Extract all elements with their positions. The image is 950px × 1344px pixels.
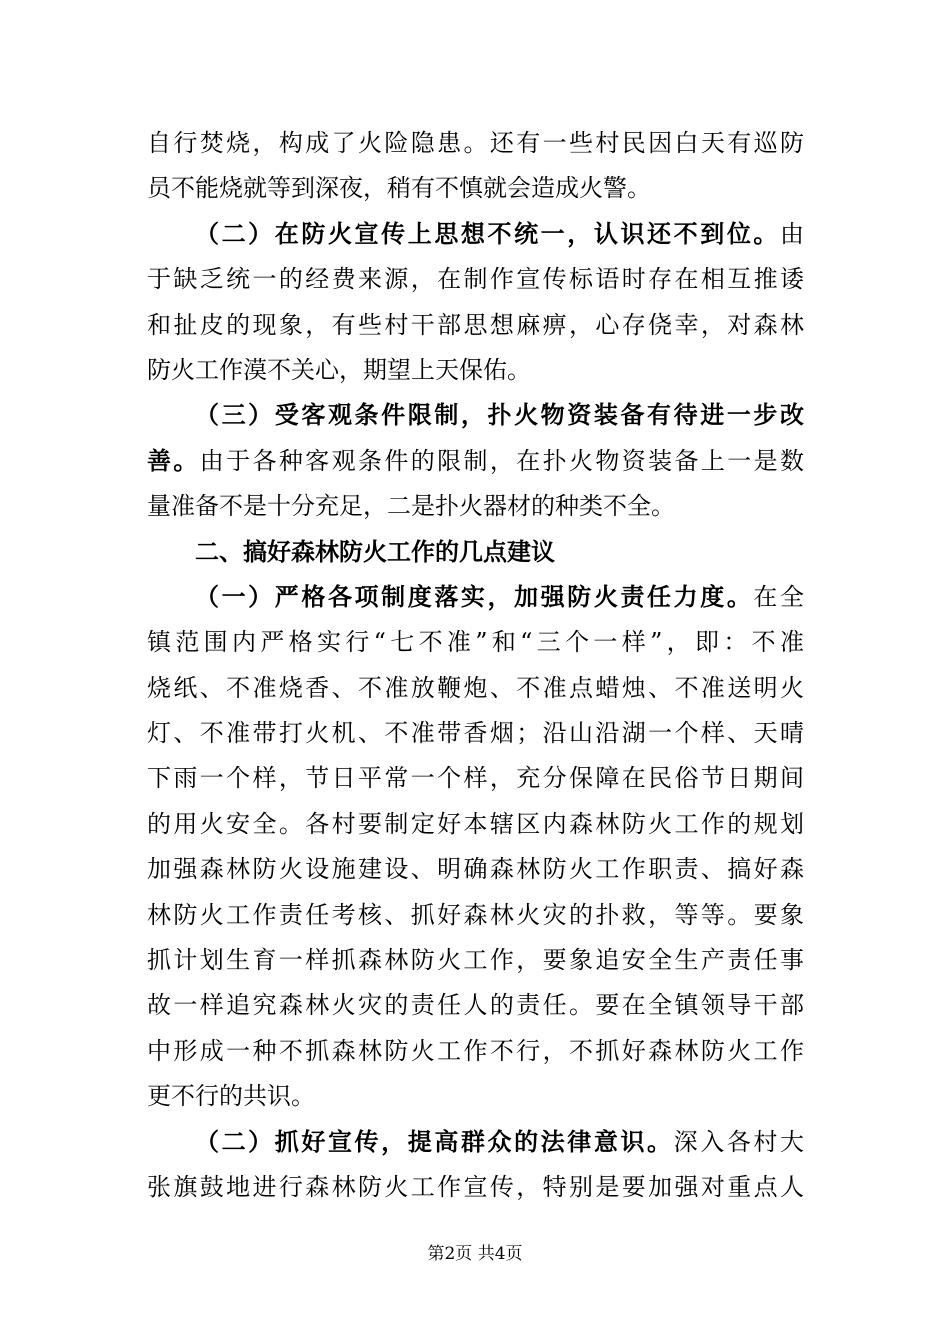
text-line (147, 938, 804, 983)
text-line (147, 1120, 804, 1165)
text-run: 更不行的共识。 (147, 1082, 315, 1111)
text-line (147, 303, 804, 348)
bold-text-run: （一）严格各项制度落实，加强防火责任力度。 (195, 582, 754, 611)
text-run: 灯、不准带打火机、不准带香烟；沿山沿湖一个样、天晴 (147, 719, 804, 748)
bold-text-run: 二、搞好森林防火工作的几点建议 (195, 537, 555, 566)
text-line (147, 348, 804, 393)
text-line (147, 847, 804, 892)
text-line (147, 893, 804, 938)
text-line (147, 575, 804, 620)
bold-text-run: 善。 (147, 446, 200, 475)
text-line (147, 439, 804, 484)
text-line (147, 666, 804, 711)
text-line (147, 212, 804, 257)
text-line (147, 802, 804, 847)
text-line (147, 983, 804, 1028)
text-run: 故一样追究森林火灾的责任人的责任。要在全镇领导干部 (147, 991, 804, 1020)
text-run: 自行焚烧，构成了火险隐患。还有一些村民因白天有巡防 (147, 129, 804, 157)
text-run: 防火工作漠不关心，期望上天保佑。 (147, 355, 531, 384)
text-line (147, 530, 804, 575)
text-run: 深入各村大 (673, 1127, 805, 1156)
text-line (147, 1029, 804, 1074)
page-footer: 第2页 共4页 (427, 1244, 523, 1264)
text-line (147, 1074, 804, 1119)
bold-text-run: （二）抓好宣传，提高群众的法律意识。 (195, 1127, 674, 1156)
bold-text-run: （二）在防火宣传上思想不统一，认识还不到位。 (195, 219, 780, 248)
text-run: 张旗鼓地进行森林防火工作宣传，特别是要加强对重点人 (147, 1172, 804, 1201)
text-line (147, 257, 804, 302)
text-run: 下雨一个样，节日平常一个样，充分保障在民俗节日期间 (147, 764, 804, 793)
text-run: 中形成一种不抓森林防火工作不行，不抓好森林防火工作 (147, 1036, 804, 1065)
text-line (147, 620, 804, 665)
text-line (147, 756, 804, 801)
text-line (147, 393, 804, 438)
text-run: 员不能烧就等到深夜，稍有不慎就会造成火警。 (147, 174, 651, 203)
text-run: 镇范围内严格实行“七不准”和“三个一样”，即：不准 (147, 628, 804, 657)
document-body (147, 121, 804, 1210)
text-run: 抓计划生育一样抓森林防火工作，要象追安全生产责任事 (147, 946, 804, 975)
text-line (147, 711, 804, 756)
text-run: 和扯皮的现象，有些村干部思想麻痹，心存侥幸，对森林 (147, 310, 804, 339)
text-run: 林防火工作责任考核、抓好森林火灾的扑救，等等。要象 (147, 900, 804, 929)
text-line (147, 484, 804, 529)
text-run: 由于各种客观条件的限制，在扑火物资装备上一是数 (199, 446, 804, 475)
text-run: 由 (780, 219, 804, 248)
text-run: 于缺乏统一的经费来源，在制作宣传标语时存在相互推诿 (147, 265, 804, 294)
text-run: 量准备不是十分充足，二是扑火器材的种类不全。 (147, 492, 675, 521)
bold-text-run: （三）受客观条件限制，扑火物资装备有待进一步改 (195, 401, 804, 430)
text-line (147, 1165, 804, 1210)
text-run: 烧纸、不准烧香、不准放鞭炮、不准点蜡烛、不准送明火 (147, 673, 804, 702)
text-run: 的用火安全。各村要制定好本辖区内森林防火工作的规划 (147, 809, 804, 838)
text-run: 在全 (753, 582, 805, 611)
text-run: 加强森林防火设施建设、明确森林防火工作职责、搞好森 (147, 855, 804, 884)
text-line (147, 166, 804, 211)
text-line (147, 121, 804, 166)
